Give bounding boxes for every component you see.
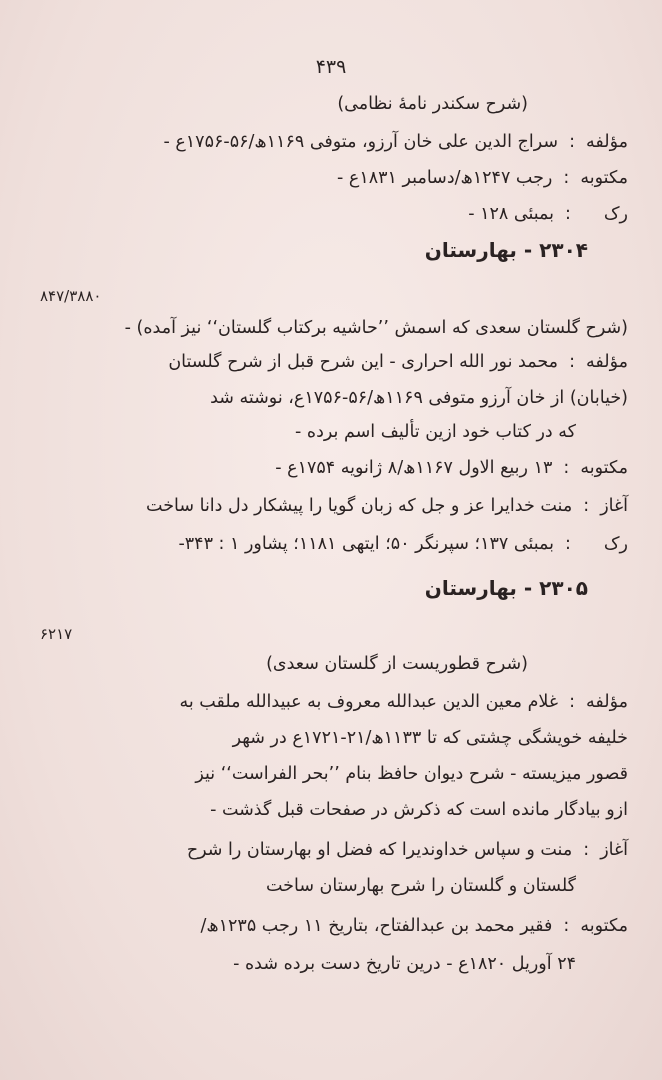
incipit-text-line1: منت و سپاس خداوندیرا که فضل او بهارستان را شرح <box>186 840 573 860</box>
scribed-text-line2: ۲۴ آوریل ۱۸۲۰ع - درین تاریخ دست برده شده - <box>233 954 576 974</box>
accession-number-2304: ۸۴۷/۳۸۸۰ <box>40 287 102 305</box>
incipit-label: آغاز <box>600 496 628 516</box>
shelf-row-2304: رک:بمبئی ۱۳۷؛ سپرنگر ۵۰؛ ایتهی ۱۱۸۱؛ پشاور ۱ : ۳۴۳- <box>178 530 628 558</box>
author-text-line3: قصور میزیسته - شرح دیوان حافظ بنام ’’بحر الفراست‘‘ نیز <box>195 764 628 784</box>
incipit-row-2305: آغاز:منت و سپاس خداوندیرا که فضل او بهارستان را شرح <box>187 836 628 864</box>
author-label: مؤلفه <box>586 352 628 372</box>
scribed-text: رجب ۱۲۴۷ھ/دسامبر ۱۸۳۱ع - <box>337 168 553 188</box>
accession-number-2305: ۶۲۱۷ <box>40 625 73 643</box>
author-text-line4: ازو بیادگار مانده است که ذکرش در صفحات قبل گذشت - <box>210 800 628 820</box>
scribed-label: مکتوبه <box>580 916 628 936</box>
incipit-text: منت خدایرا عز و جل که زبان گویا را پیشکار دل دانا ساخت <box>146 496 573 516</box>
author-row: مؤلفه:سراج الدین علی خان آرزو، متوفی ۱۱۶۹ھ/۵۶-۱۷۵۶ع - <box>163 128 628 156</box>
author-label: مؤلفه <box>586 692 628 712</box>
scribed-label: مکتوبه <box>580 458 628 478</box>
incipit-row-2304: آغاز:منت خدایرا عز و جل که زبان گویا را پیشکار دل دانا ساخت <box>146 492 628 520</box>
author-text-line1: غلام معین الدین عبدالله معروف به عبیدالله ملقب به <box>179 692 559 712</box>
entry-subtitle-2305: (شرح قطوریست از گلستان سعدی) <box>266 654 528 674</box>
entry-subtitle: (شرح سکندر نامۀ نظامی) <box>337 94 528 114</box>
entry-heading-2305: ۲۳۰۵ - بهارستان <box>424 576 588 600</box>
author-text: سراج الدین علی خان آرزو، متوفی ۱۱۶۹ھ/۵۶-۱۷۵۶ع - <box>163 132 559 152</box>
scribed-label: مکتوبه <box>580 168 628 188</box>
incipit-label: آغاز <box>600 840 628 860</box>
scribed-text-line1: فقیر محمد بن عبدالفتاح، بتاریخ ۱۱ رجب ۱۲۳۵ھ/ <box>200 916 553 936</box>
shelf-text: بمبئی ۱۲۸ - <box>468 204 554 224</box>
shelf-row: رک:بمبئی ۱۲۸ - <box>468 200 628 228</box>
entry-subtitle-2304: (شرح گلستان سعدی که اسمش ’’حاشیه برکتاب گلستان‘‘ نیز آمده) - <box>124 318 628 338</box>
author-text-line2: خلیفه خویشگی چشتی که تا ۱۱۳۳ھ/۲۱-۱۷۲۱ع در شهر <box>232 728 628 748</box>
author-text-line3: که در کتاب خود ازین تألیف اسم برده - <box>295 422 576 442</box>
page-number: ۴۳۹ <box>315 56 347 78</box>
shelf-label: رک <box>603 534 628 554</box>
scribed-row-2305: مکتوبه:فقیر محمد بن عبدالفتاح، بتاریخ ۱۱ رجب ۱۲۳۵ھ/ <box>201 912 629 940</box>
scribed-row-2304: مکتوبه:۱۳ ربیع الاول ۱۱۶۷ھ/۸ ژانویه ۱۷۵۴ع - <box>275 454 628 482</box>
entry-heading-2304: ۲۳۰۴ - بهارستان <box>424 238 588 262</box>
incipit-text-line2: گلستان و گلستان را شرح بهارستان ساخت <box>265 876 576 896</box>
scribed-row: مکتوبه:رجب ۱۲۴۷ھ/دسامبر ۱۸۳۱ع - <box>337 164 628 192</box>
author-row-2305: مؤلفه:غلام معین الدین عبدالله معروف به عبیدالله ملقب به <box>179 688 628 716</box>
scribed-text: ۱۳ ربیع الاول ۱۱۶۷ھ/۸ ژانویه ۱۷۵۴ع - <box>275 458 553 478</box>
shelf-text: بمبئی ۱۳۷؛ سپرنگر ۵۰؛ ایتهی ۱۱۸۱؛ پشاور ۱ : ۳۴۳- <box>178 534 554 554</box>
author-text-line2: (خیابان) از خان آرزو متوفی ۱۱۶۹ھ/۵۶-۱۷۵۶ع، نوشته شد <box>210 388 628 408</box>
author-row-2304: مؤلفه:محمد نور الله احراری - این شرح قبل از شرح گلستان <box>168 348 628 376</box>
shelf-label: رک <box>603 204 628 224</box>
author-label: مؤلفه <box>586 132 628 152</box>
author-text-line1: محمد نور الله احراری - این شرح قبل از شرح گلستان <box>168 352 559 372</box>
